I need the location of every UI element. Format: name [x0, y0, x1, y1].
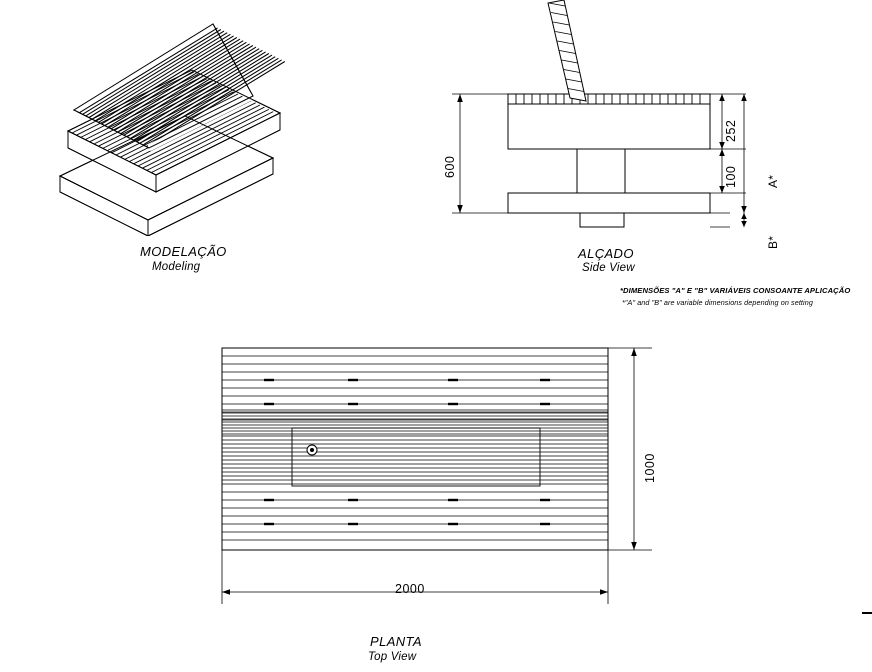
- top-label-pt: PLANTA: [370, 634, 423, 649]
- side-label-en: Side View: [582, 262, 635, 274]
- variable-dimension-note-pt: *DIMENSÕES "A" E "B" VARIÁVEIS CONSOANTE APLICAÇÃO: [620, 286, 851, 295]
- modeling-svg: [28, 6, 348, 236]
- side-view-graphic: [430, 0, 770, 240]
- top-view-graphic: [200, 336, 700, 616]
- modeling-label-pt: MODELAÇÃO: [140, 244, 227, 259]
- side-dim-252: 252: [724, 119, 738, 142]
- side-label-pt: ALÇADO: [578, 246, 634, 261]
- top-view-svg: [200, 336, 700, 616]
- variable-dimension-note-en: *"A" and "B" are variable dimensions depending on setting: [622, 298, 813, 307]
- side-dim-a-variable: A*: [766, 174, 780, 188]
- sheet-edge-tick: [862, 612, 872, 614]
- side-view-svg: [430, 0, 770, 240]
- top-label-en: Top View: [368, 651, 417, 663]
- side-dim-100: 100: [724, 165, 738, 188]
- side-dim-b-variable: B*: [766, 235, 780, 249]
- side-dim-600: 600: [443, 155, 457, 178]
- top-dim-1000: 1000: [643, 453, 657, 483]
- top-dim-2000: 2000: [395, 582, 425, 596]
- modeling-view-graphic: [28, 6, 348, 236]
- modeling-label-en: Modeling: [152, 261, 201, 273]
